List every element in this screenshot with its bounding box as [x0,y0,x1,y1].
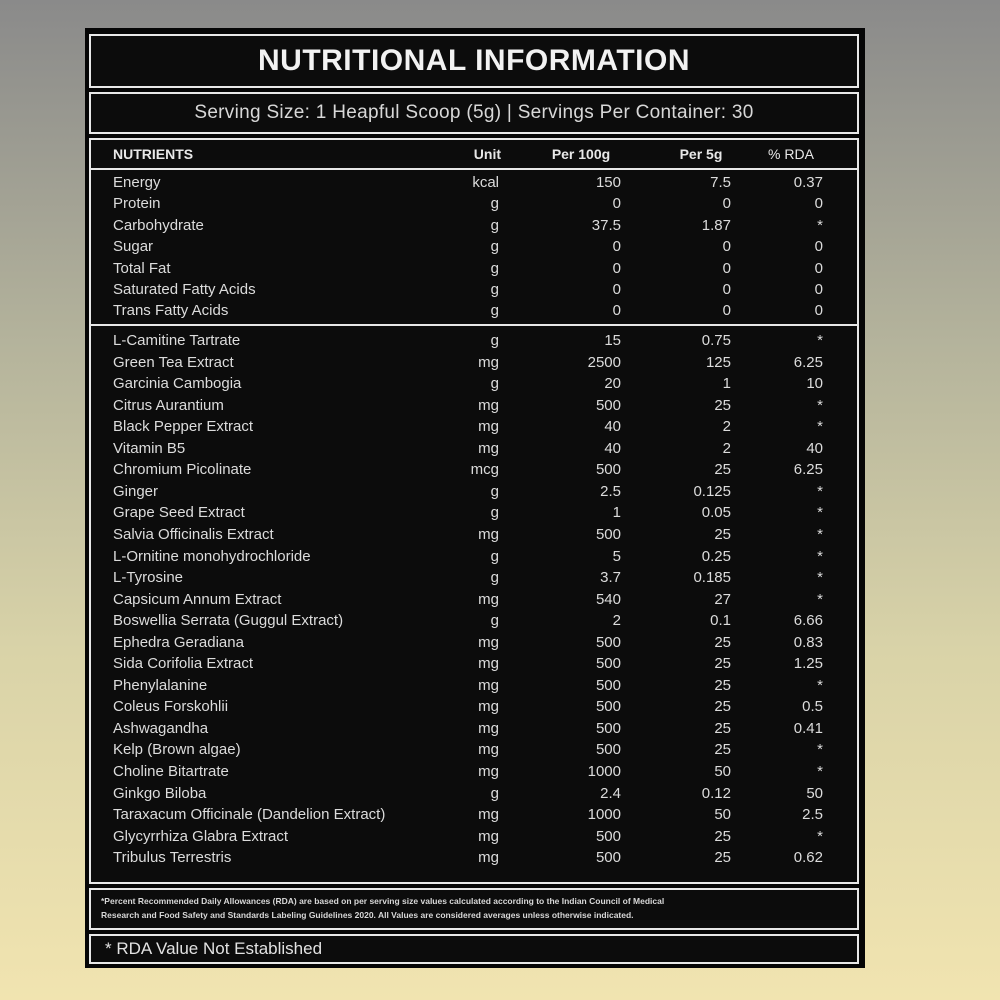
table-row [91,655,857,676]
value-rda: 0 [814,195,823,213]
nutrient-unit: mg [478,525,499,543]
nutrient-unit: g [490,482,499,500]
table-row [91,354,857,375]
nutrient-name: Chromium Picolinate [113,461,252,479]
nutrient-unit: g [490,612,499,630]
value-per-100g: 37.5 [591,216,621,234]
value-per-100g: 500 [595,698,621,716]
value-rda: 0.62 [793,849,823,867]
table-row [91,217,857,238]
nutrient-name: Capsicum Annum Extract [113,590,282,608]
value-per-100g: 500 [595,719,621,737]
value-per-100g: 150 [595,174,621,191]
value-per-5g: 25 [714,741,731,759]
nutrient-name: Kelp (Brown algae) [113,741,241,759]
header-per5: Per 5g [679,146,723,162]
table-row [91,375,857,396]
nutrient-unit: mg [478,827,499,845]
table-row [91,195,857,216]
nutrient-unit: mg [478,655,499,673]
value-per-5g: 1.87 [701,216,731,234]
value-per-5g: 1 [722,375,731,393]
nutrient-name: Energy [113,174,161,191]
nutrient-unit: g [490,195,499,213]
nutrient-unit: g [490,238,499,256]
nutrient-name: Choline Bitartrate [113,763,229,780]
nutrient-name: Black Pepper Extract [113,418,254,436]
value-per-100g: 1000 [587,763,621,780]
value-per-5g: 25 [714,461,731,479]
value-rda: * [817,216,823,234]
table-row [91,461,857,482]
value-per-100g: 0 [612,259,621,277]
value-rda: * [817,590,823,608]
footnote-line-1: *Percent Recommended Daily Allowances (RDA) are based on per serving size values calculated according to the Indian Council of Medical [101,896,665,906]
rda-footnote [89,888,859,930]
header-divider [91,168,857,170]
table-row [91,483,857,504]
nutrient-unit: g [490,259,499,277]
value-per-100g: 40 [604,439,621,457]
nutrient-table [89,138,859,884]
footnote-line-2: Research and Food Safety and Standards Labeling Guidelines 2020. All Values are considered averages unless otherwise indicated. [101,910,634,920]
header-per100: Per 100g [551,146,611,162]
rda-note [89,934,859,964]
nutrient-unit: g [490,547,499,565]
value-per-5g: 2 [722,418,731,436]
table-row [91,591,857,612]
value-rda: 0 [814,281,823,298]
nutrient-unit: mg [478,806,499,824]
value-rda: * [817,332,823,349]
table-row [91,698,857,719]
value-per-5g: 27 [714,590,731,608]
nutrient-unit: mg [478,396,499,414]
value-per-100g: 15 [604,332,621,349]
value-rda: * [817,547,823,565]
label-title: NUTRITIONAL INFORMATION [257,44,690,77]
table-row [91,720,857,741]
table-row [91,763,857,784]
value-per-5g: 0.75 [701,332,731,349]
nutrient-name: Glycyrrhiza Glabra Extract [113,827,289,845]
nutrient-unit: g [490,504,499,522]
nutrient-unit: g [490,216,499,234]
nutrient-unit: mg [478,698,499,716]
table-row [91,302,857,323]
value-rda: 6.66 [793,612,823,630]
nutrient-unit: mg [478,676,499,694]
value-per-5g: 25 [714,676,731,694]
value-per-5g: 0 [722,259,731,277]
nutrient-name: Protein [113,195,161,213]
table-row [91,260,857,281]
value-per-5g: 0.05 [701,504,731,522]
nutrition-label [85,28,865,968]
value-per-5g: 0.12 [701,784,731,802]
nutrient-name: Boswellia Serrata (Guggul Extract) [113,612,344,630]
value-per-5g: 25 [714,396,731,414]
nutrient-name: Coleus Forskohlii [113,698,229,716]
nutrient-unit: kcal [472,174,499,191]
value-per-5g: 0.1 [710,612,731,630]
nutrient-unit: mg [478,590,499,608]
table-row [91,504,857,525]
value-per-100g: 0 [612,195,621,213]
value-per-5g: 0.185 [693,569,731,587]
nutrient-name: L-Tyrosine [113,569,184,587]
value-rda: * [817,504,823,522]
nutrient-unit: g [490,375,499,393]
nutrient-name: Green Tea Extract [113,353,234,371]
group-divider [91,324,857,326]
nutrient-unit: mg [478,439,499,457]
value-per-100g: 2500 [587,353,621,371]
value-per-5g: 0 [722,302,731,320]
value-rda: 10 [806,375,823,393]
value-per-5g: 25 [714,698,731,716]
title-bar [89,34,859,88]
table-row [91,440,857,461]
value-per-100g: 5 [612,547,621,565]
value-rda: 40 [806,439,823,457]
nutrient-unit: mg [478,353,499,371]
serving-bar [89,92,859,134]
nutrient-name: Saturated Fatty Acids [113,281,256,298]
value-rda: 0.5 [802,698,823,716]
value-rda: 2.5 [802,806,823,824]
value-per-100g: 500 [595,655,621,673]
value-per-100g: 40 [604,418,621,436]
table-row [91,806,857,827]
table-row [91,569,857,590]
value-rda: 1.25 [793,655,823,673]
value-per-100g: 2.4 [600,784,621,802]
table-row [91,741,857,762]
table-row [91,238,857,259]
value-per-5g: 25 [714,655,731,673]
value-per-100g: 500 [595,461,621,479]
value-per-100g: 500 [595,525,621,543]
nutrient-name: Citrus Aurantium [113,396,224,414]
value-per-5g: 0.125 [693,482,731,500]
table-row [91,397,857,418]
nutrient-name: Taraxacum Officinale (Dandelion Extract) [113,806,386,824]
nutrient-name: L-Ornitine monohydrochloride [113,547,311,565]
value-per-100g: 0 [612,238,621,256]
value-rda: 0.37 [793,174,823,191]
value-per-5g: 25 [714,827,731,845]
value-per-100g: 2 [612,612,621,630]
value-rda: * [817,569,823,587]
table-row [91,174,857,195]
nutrient-unit: mg [478,741,499,759]
nutrient-name: Carbohydrate [113,216,204,234]
table-row [91,548,857,569]
value-rda: * [817,676,823,694]
nutrient-unit: mg [478,719,499,737]
value-per-100g: 500 [595,741,621,759]
value-rda: 0 [814,238,823,256]
value-per-100g: 2.5 [600,482,621,500]
value-per-100g: 0 [612,281,621,298]
nutrient-unit: mg [478,763,499,780]
value-per-100g: 3.7 [600,569,621,587]
table-row [91,281,857,302]
value-per-5g: 50 [714,806,731,824]
value-per-5g: 0 [722,238,731,256]
value-per-5g: 25 [714,719,731,737]
nutrient-name: Ginkgo Biloba [113,784,207,802]
table-row [91,785,857,806]
value-per-5g: 125 [705,353,731,371]
value-rda: * [817,741,823,759]
value-rda: 6.25 [793,461,823,479]
nutrient-unit: g [490,302,499,320]
value-per-100g: 500 [595,827,621,845]
table-row [91,418,857,439]
value-per-5g: 50 [714,763,731,780]
nutrient-name: Total Fat [113,259,171,277]
value-per-100g: 500 [595,676,621,694]
value-per-100g: 500 [595,849,621,867]
header-rda: % RDA [768,146,814,162]
value-rda: 0.41 [793,719,823,737]
nutrient-unit: g [490,784,499,802]
value-rda: 0.83 [793,633,823,651]
nutrient-unit: g [490,281,499,298]
nutrient-name: Ashwagandha [113,719,209,737]
value-per-5g: 25 [714,849,731,867]
value-per-5g: 25 [714,633,731,651]
value-per-5g: 7.5 [710,174,731,191]
value-rda: * [817,396,823,414]
value-per-5g: 25 [714,525,731,543]
table-row [91,828,857,849]
value-rda: * [817,418,823,436]
nutrient-unit: mg [478,633,499,651]
nutrient-name: Sugar [113,238,154,256]
nutrient-name: Ephedra Geradiana [113,633,244,651]
nutrient-name: Salvia Officinalis Extract [113,525,274,543]
serving-info: Serving Size: 1 Heapful Scoop (5g) | Servings Per Container: 30 [194,102,754,123]
nutrient-name: Vitamin B5 [113,439,186,457]
value-rda: 0 [814,259,823,277]
value-per-5g: 0.25 [701,547,731,565]
value-rda: 50 [806,784,823,802]
value-per-100g: 1 [612,504,621,522]
nutrient-name: Sida Corifolia Extract [113,655,254,673]
value-rda: 6.25 [793,353,823,371]
nutrient-unit: mg [478,849,499,867]
nutrient-name: Grape Seed Extract [113,504,245,522]
table-header [91,140,857,168]
value-rda: * [817,827,823,845]
nutrient-name: Trans Fatty Acids [113,302,229,320]
table-row [91,677,857,698]
header-nutrients: NUTRIENTS [113,146,194,162]
nutrient-name: L-Camitine Tartrate [113,332,241,349]
nutrient-name: Phenylalanine [113,676,208,694]
nutrient-name: Ginger [113,482,159,500]
value-per-100g: 20 [604,375,621,393]
nutrient-unit: g [490,569,499,587]
value-rda: * [817,525,823,543]
value-per-5g: 2 [722,439,731,457]
value-per-100g: 1000 [587,806,621,824]
value-per-5g: 0 [722,195,731,213]
value-rda: * [817,482,823,500]
rda-note-text: * RDA Value Not Established [105,939,323,958]
nutrient-name: Garcinia Cambogia [113,375,242,393]
value-rda: 0 [814,302,823,320]
value-rda: * [817,763,823,780]
value-per-100g: 500 [595,396,621,414]
value-per-100g: 0 [612,302,621,320]
nutrient-unit: mcg [470,461,499,479]
value-per-100g: 540 [595,590,621,608]
table-row [91,526,857,547]
table-row [91,332,857,353]
header-unit: Unit [473,146,501,162]
value-per-5g: 0 [722,281,731,298]
value-per-100g: 500 [595,633,621,651]
nutrient-name: Tribulus Terrestris [113,849,232,867]
table-row [91,849,857,870]
nutrient-unit: g [490,332,499,349]
table-row [91,634,857,655]
table-row [91,612,857,633]
nutrient-unit: mg [478,418,499,436]
